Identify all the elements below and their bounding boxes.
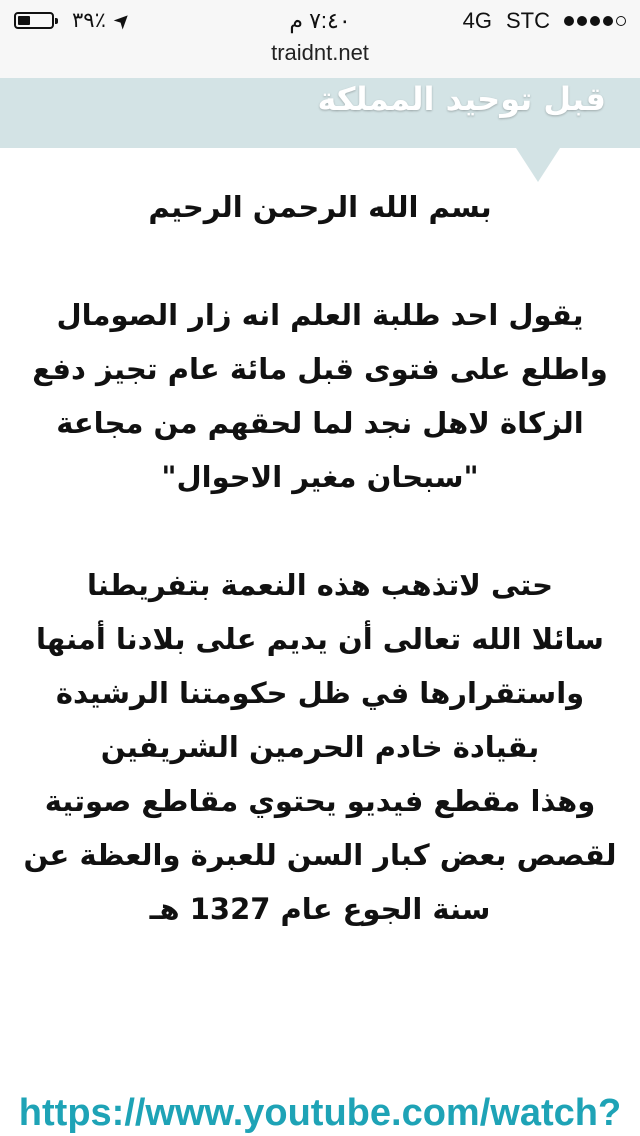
browser-chrome [0,0,640,79]
signal-dot [577,16,587,26]
carrier-name: STC [506,8,550,33]
article-line: يقول احد طلبة العلم انه زار الصومال [56,298,584,332]
status-bar [0,0,640,40]
title-banner-pointer [516,148,560,182]
signal-dot [603,16,613,26]
article-line: بسم الله الرحمن الرحيم [148,190,492,224]
paragraph-gap [10,234,630,288]
article-line: واطلع على فتوى قبل مائة عام تجيز دفع [32,352,608,386]
youtube-link[interactable]: https://www.youtube.com/watch? [18,1092,622,1134]
network-type: 4G [462,8,492,33]
address-bar[interactable]: traidnt.net [271,40,369,65]
battery-percent: ٣٩٪ [72,9,106,32]
article-line: الزكاة لاهل نجد لما لحقهم من مجاعة [56,406,584,440]
article-line: واستقرارها في ظل حكومتنا الرشيدة [55,676,585,710]
article-line: سائلا الله تعالى أن يديم على بلادنا أمنها [36,622,604,656]
article-line: وهذا مقطع فيديو يحتوي مقاطع صوتية [44,784,596,818]
article-line: بقيادة خادم الحرمين الشريفين [100,730,540,764]
signal-dot [616,16,626,26]
status-right [463,8,626,34]
article-line: "سبحان مغير الاحوال" [161,460,479,494]
article-line: سنة الجوع عام 1327 هـ [149,892,491,926]
signal-dot [564,16,574,26]
signal-dot [590,16,600,26]
status-time: ٧:٤٠ م [289,8,351,33]
paragraph-gap [10,504,630,558]
article-line: لقصص بعض كبار السن للعبرة والعظة عن [23,838,617,872]
signal-strength-icon [564,16,626,26]
article-body [10,180,630,936]
location-arrow-icon: ➤ [108,7,137,35]
page-title: قبل توحيد المملكة [317,80,606,118]
article-line: حتى لاتذهب هذه النعمة بتفريطنا [86,568,554,602]
